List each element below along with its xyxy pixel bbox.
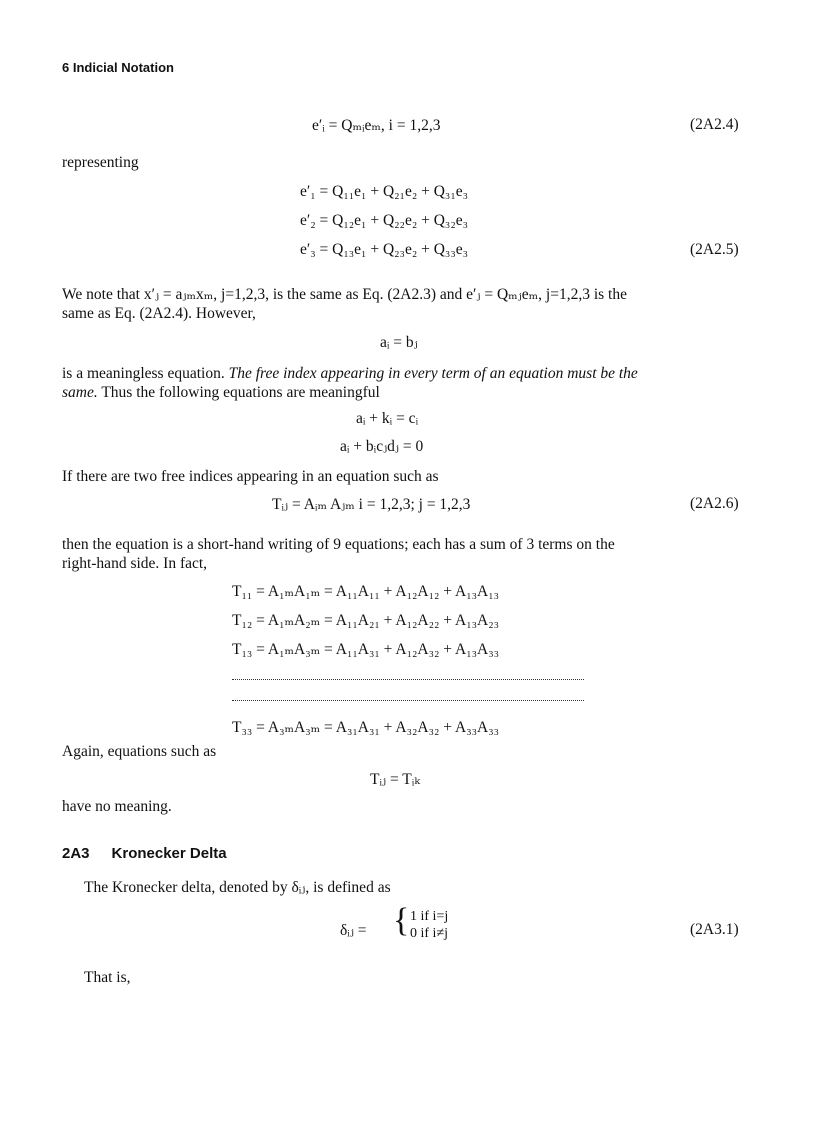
equation-2A2-5-line3: e′₃ = Q₁₃e₁ + Q₂₃e₂ + Q₃₃e₃ bbox=[300, 241, 469, 258]
equation-number-2A2-5: (2A2.5) bbox=[690, 241, 739, 258]
equation-2A2-6: Tᵢⱼ = Aᵢₘ Aⱼₘ i = 1,2,3; j = 1,2,3 bbox=[272, 496, 471, 513]
delta-lhs: δᵢⱼ = bbox=[340, 922, 367, 939]
t-equation-33: T₃₃ = A₃ₘA₃ₘ = A₃₁A₃₁ + A₃₂A₃₂ + A₃₃A₃₃ bbox=[232, 719, 500, 736]
delta-case-2: 0 if i≠j bbox=[410, 926, 449, 941]
paragraph-1-line-2: same as Eq. (2A2.4). However, bbox=[62, 305, 256, 322]
paragraph-7: The Kronecker delta, denoted by δᵢⱼ, is defined as bbox=[84, 879, 391, 896]
equation-tij-tik: Tᵢⱼ = Tᵢₖ bbox=[370, 771, 420, 788]
paragraph-1-line-1: We note that x′ⱼ = aⱼₘxₘ, j=1,2,3, is the same as Eq. (2A2.3) and e′ⱼ = Qₘⱼeₘ, j=1,2,3 is the bbox=[62, 286, 627, 303]
paragraph-2-end: Thus the following equations are meaningful bbox=[97, 384, 380, 401]
equation-number-2A2-4: (2A2.4) bbox=[690, 116, 739, 133]
equation-number-2A3-1: (2A3.1) bbox=[690, 921, 739, 938]
left-brace: { bbox=[393, 902, 410, 939]
t-equation-11: T₁₁ = A₁ₘA₁ₘ = A₁₁A₁₁ + A₁₂A₁₂ + A₁₃A₁₃ bbox=[232, 583, 500, 600]
paragraph-2-emphasis: The free index appearing in every term of an equation must be the bbox=[228, 365, 638, 382]
equation-meaningful-1: aᵢ + kᵢ = cᵢ bbox=[356, 410, 419, 427]
paragraph-6: have no meaning. bbox=[62, 798, 172, 815]
delta-cases bbox=[410, 908, 448, 942]
ellipsis-divider-1 bbox=[232, 679, 584, 680]
ellipsis-divider-2 bbox=[232, 700, 584, 701]
paragraph-3: If there are two free indices appearing in an equation such as bbox=[62, 468, 439, 485]
running-header: 6 Indicial Notation bbox=[62, 60, 174, 75]
equation-2A2-4: e′ᵢ = Qₘᵢeₘ, i = 1,2,3 bbox=[312, 117, 441, 134]
paragraph-2-line-2 bbox=[62, 383, 380, 402]
paragraph-4-line-1: then the equation is a short-hand writing of 9 equations; each has a sum of 3 terms on the bbox=[62, 536, 615, 553]
equation-ai-bj: aᵢ = bⱼ bbox=[380, 334, 418, 351]
paragraph-8: That is, bbox=[84, 969, 131, 986]
paragraph-4-line-2: right-hand side. In fact, bbox=[62, 555, 208, 572]
section-number: 2A3 bbox=[62, 845, 90, 862]
paragraph-2-start: is a meaningless equation. bbox=[62, 365, 229, 382]
paragraph-5: Again, equations such as bbox=[62, 743, 217, 760]
delta-case-1: 1 if i=j bbox=[410, 909, 449, 924]
t-equation-13: T₁₃ = A₁ₘA₃ₘ = A₁₁A₃₁ + A₁₂A₃₂ + A₁₃A₃₃ bbox=[232, 641, 500, 658]
paragraph-2-emphasis-end: same. bbox=[62, 384, 98, 401]
section-title: Kronecker Delta bbox=[111, 845, 227, 862]
equation-2A2-5-line2: e′₂ = Q₁₂e₁ + Q₂₂e₂ + Q₃₂e₃ bbox=[300, 212, 469, 229]
text-representing: representing bbox=[62, 154, 139, 171]
t-equation-12: T₁₂ = A₁ₘA₂ₘ = A₁₁A₂₁ + A₁₂A₂₂ + A₁₃A₂₃ bbox=[232, 612, 500, 629]
section-heading bbox=[62, 845, 227, 862]
equation-meaningful-2: aᵢ + bᵢcⱼdⱼ = 0 bbox=[340, 438, 424, 455]
equation-number-2A2-6: (2A2.6) bbox=[690, 495, 739, 512]
equation-2A2-5-line1: e′₁ = Q₁₁e₁ + Q₂₁e₂ + Q₃₁e₃ bbox=[300, 183, 469, 200]
paragraph-2-line-1 bbox=[62, 364, 638, 383]
